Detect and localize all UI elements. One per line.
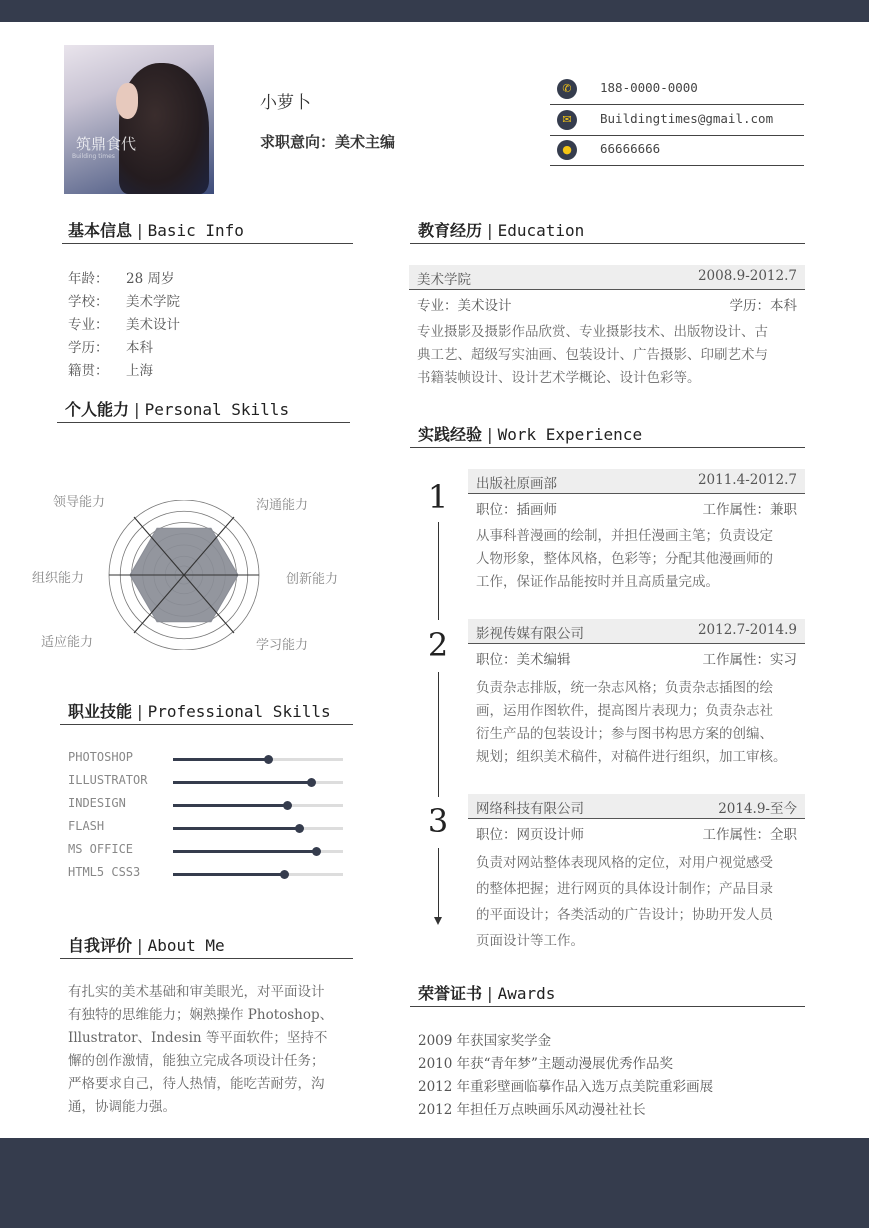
- skill-label: FLASH: [68, 819, 105, 833]
- job-line: 的整体把握；进行网页的具体设计制作；产品目录: [476, 881, 773, 897]
- about-line: 有独特的思维能力；娴熟操作 Photoshop、: [68, 1007, 334, 1023]
- skill-label: MS OFFICE: [68, 842, 134, 856]
- about-line: 有扎实的美术基础和审美眼光，对平面设计: [68, 984, 325, 1000]
- skill-row: [68, 842, 348, 865]
- job-header: [468, 619, 805, 644]
- phone-text[interactable]: 188-0000-0000: [600, 80, 698, 95]
- section-title-zh: 基本信息: [68, 221, 133, 240]
- section-education: 教育经历 | Education: [410, 218, 805, 244]
- skill-level-dot: [312, 847, 321, 856]
- skill-fill: [173, 758, 268, 761]
- job-period: 2012.7-2014.9: [697, 622, 797, 638]
- job-line: 规划；组织美术稿件，对稿件进行组织，加工审核。: [476, 749, 787, 765]
- job-company: 网络科技有限公司: [476, 801, 584, 817]
- section-title-zh: 职业技能: [68, 702, 133, 721]
- job-header: [468, 794, 805, 819]
- job-description: [476, 850, 806, 954]
- job-description: [476, 525, 806, 594]
- skill-label: ILLUSTRATOR: [68, 773, 148, 787]
- skill-fill: [173, 850, 316, 853]
- skill-track: [173, 804, 343, 807]
- info-value: 本科: [126, 340, 153, 356]
- job-type: 工作属性：实习: [702, 652, 797, 668]
- award-item: 2009 年获国家奖学金: [418, 1033, 552, 1049]
- info-key: 籍贯：: [68, 363, 109, 379]
- skill-track: [173, 781, 343, 784]
- timeline-line: [438, 848, 439, 920]
- job-line: 负责杂志排版，统一杂志风格；负责杂志插图的绘: [476, 680, 773, 696]
- job-line: 工作，保证作品能按时并且高质量完成。: [476, 574, 719, 590]
- job-position: 职位：网页设计师: [476, 827, 584, 843]
- contact-qq: [550, 135, 804, 166]
- skill-level-dot: [295, 824, 304, 833]
- education-major: 专业：美术设计: [417, 298, 512, 314]
- job-line: 人物形象，整体风格，色彩等；分配其他漫画师的: [476, 551, 773, 567]
- skill-row: [68, 773, 348, 796]
- timeline-line: [438, 522, 439, 620]
- section-about-me: 自我评价 | About Me: [60, 933, 353, 959]
- job-position: 职位：插画师: [476, 502, 557, 518]
- profile-photo: [64, 45, 214, 194]
- section-title-en: Personal Skills: [144, 400, 290, 419]
- job-line: 从事科普漫画的绘制，并担任漫画主笔；负责设定: [476, 528, 773, 544]
- skill-row: [68, 796, 348, 819]
- education-period: 2008.9-2012.7: [697, 268, 797, 284]
- section-title-en: Basic Info: [147, 221, 244, 240]
- job-line: 的平面设计；各类活动的广告设计；协助开发人员: [476, 907, 773, 923]
- candidate-name: 小萝卜: [260, 93, 311, 113]
- skill-track: [173, 873, 343, 876]
- timeline-number-2: 2: [427, 626, 449, 664]
- education-degree: 学历：本科: [729, 298, 797, 314]
- about-line: 严格要求自己，待人热情，能吃苦耐劳，沟: [68, 1076, 325, 1092]
- mail-icon: ✉: [557, 110, 577, 130]
- job-company: 出版社原画部: [476, 476, 557, 492]
- radar-chart: [100, 500, 270, 650]
- info-key: 学校：: [68, 294, 109, 310]
- section-title-en: Education: [497, 221, 585, 240]
- email-text[interactable]: Buildingtimes@gmail.com: [600, 111, 774, 126]
- info-row-degree: [68, 336, 180, 359]
- section-title-zh: 荣誉证书: [418, 984, 483, 1003]
- section-basic-info: 基本信息 | Basic Info: [62, 218, 353, 244]
- skill-level-dot: [307, 778, 316, 787]
- contact-phone: [550, 74, 804, 105]
- radar-label-organization: 组织能力: [32, 571, 85, 586]
- job-type: 工作属性：全职: [702, 827, 797, 843]
- contact-email: [550, 105, 804, 136]
- job-position: 职位：美术编辑: [476, 652, 571, 668]
- award-item: 2010 年获“青年梦”主题动漫展优秀作品奖: [418, 1056, 673, 1072]
- info-value: 28 周岁: [126, 271, 175, 287]
- qq-text[interactable]: 66666666: [600, 141, 661, 156]
- job-company: 影视传媒有限公司: [476, 626, 584, 642]
- job-description: [476, 677, 806, 769]
- course-line: 专业摄影及摄影作品欣赏、专业摄影技术、出版物设计、古: [417, 324, 768, 340]
- photo-watermark: 筑鼎食代: [76, 135, 137, 153]
- section-title-zh: 实践经验: [418, 425, 483, 444]
- timeline-number-3: 3: [427, 802, 449, 840]
- awards-list: [418, 1029, 713, 1121]
- top-bar: [0, 0, 869, 22]
- award-item: 2012 年重彩壁画临摹作品入选万点美院重彩画展: [418, 1079, 714, 1095]
- section-title-en: Professional Skills: [147, 702, 331, 721]
- radar-label-innovation: 创新能力: [286, 572, 339, 587]
- info-key: 年龄：: [68, 271, 109, 287]
- photo-hair: [119, 63, 209, 194]
- skill-row: [68, 750, 348, 773]
- info-value: 美术设计: [126, 317, 180, 333]
- skill-level-dot: [264, 755, 273, 764]
- section-professional-skills: 职业技能 | Professional Skills: [60, 699, 353, 725]
- info-row-school: [68, 290, 180, 313]
- job-header: [468, 469, 805, 494]
- skill-level-dot: [280, 870, 289, 879]
- info-value: 美术学院: [126, 294, 180, 310]
- skill-label: PHOTOSHOP: [68, 750, 134, 764]
- about-line: 懈的创作激情，能独立完成各项设计任务；: [68, 1053, 325, 1069]
- skill-fill: [173, 804, 287, 807]
- radar-label-adaptability: 适应能力: [41, 635, 94, 650]
- info-key: 学历：: [68, 340, 109, 356]
- info-row-major: [68, 313, 180, 336]
- skill-track: [173, 758, 343, 761]
- job-type: 工作属性：兼职: [702, 502, 797, 518]
- education-header: [409, 265, 805, 290]
- education-courses: [417, 321, 807, 390]
- section-title-en: About Me: [147, 936, 225, 955]
- award-item: 2012 年担任万点映画乐风动漫社社长: [418, 1102, 646, 1118]
- timeline-line: [438, 672, 439, 797]
- qq-icon: ●: [557, 140, 577, 160]
- timeline-arrow-icon: [434, 917, 442, 925]
- job-subrow: [468, 645, 805, 669]
- section-personal-skills: 个人能力 | Personal Skills: [57, 397, 350, 423]
- info-row-age: [68, 267, 180, 290]
- info-value: 上海: [126, 363, 153, 379]
- job-period: 2011.4-2012.7: [697, 472, 797, 488]
- skill-row: [68, 865, 348, 888]
- section-title-en: Work Experience: [497, 425, 643, 444]
- section-work-experience: 实践经验 | Work Experience: [410, 422, 805, 448]
- photo-face: [116, 83, 138, 119]
- timeline-number-1: 1: [427, 478, 449, 516]
- job-line: 负责对网站整体表现风格的定位，对用户视觉感受: [476, 855, 773, 871]
- phone-icon: ✆: [557, 79, 577, 99]
- job-line: 页面设计等工作。: [476, 933, 584, 949]
- radar-label-learning: 学习能力: [256, 638, 309, 653]
- education-subrow: [409, 291, 805, 315]
- job-line: 衍生产品的包装设计；参与图书构思方案的创编、: [476, 726, 773, 742]
- skill-level-dot: [283, 801, 292, 810]
- skill-track: [173, 827, 343, 830]
- skill-label: HTML5 CSS3: [68, 865, 141, 879]
- about-line: 通，协调能力强。: [68, 1099, 176, 1115]
- skill-label: INDESIGN: [68, 796, 126, 810]
- education-school: 美术学院: [417, 272, 471, 288]
- photo-watermark-sub: Building times: [72, 153, 115, 160]
- bottom-bar: [0, 1138, 869, 1228]
- job-line: 画，运用作图软件，提高图片表现力；负责杂志社: [476, 703, 773, 719]
- skill-fill: [173, 781, 311, 784]
- section-title-zh: 教育经历: [418, 221, 483, 240]
- info-row-hometown: [68, 359, 180, 382]
- job-period: 2014.9-至今: [718, 801, 797, 817]
- radar-label-leadership: 领导能力: [53, 495, 106, 510]
- skill-track: [173, 850, 343, 853]
- radar-label-communication: 沟通能力: [256, 498, 309, 513]
- section-title-zh: 自我评价: [68, 936, 133, 955]
- basic-info-list: [68, 267, 180, 382]
- course-line: 书籍装帧设计、设计艺术学概论、设计色彩等。: [417, 370, 701, 386]
- skill-row: [68, 819, 348, 842]
- about-line: Illustrator、Indesin 等平面软件；坚持不: [68, 1030, 328, 1046]
- about-me-text: [68, 981, 353, 1119]
- section-awards: 荣誉证书 | Awards: [410, 981, 805, 1007]
- course-line: 典工艺、超级写实油画、包装设计、广告摄影、印刷艺术与: [417, 347, 768, 363]
- job-subrow: [468, 820, 805, 844]
- job-subrow: [468, 495, 805, 519]
- job-objective: 求职意向：美术主编: [260, 133, 396, 151]
- section-title-zh: 个人能力: [65, 400, 130, 419]
- section-title-en: Awards: [497, 984, 556, 1003]
- skill-fill: [173, 827, 299, 830]
- skills-list: [68, 750, 348, 888]
- info-key: 专业：: [68, 317, 109, 333]
- skill-fill: [173, 873, 284, 876]
